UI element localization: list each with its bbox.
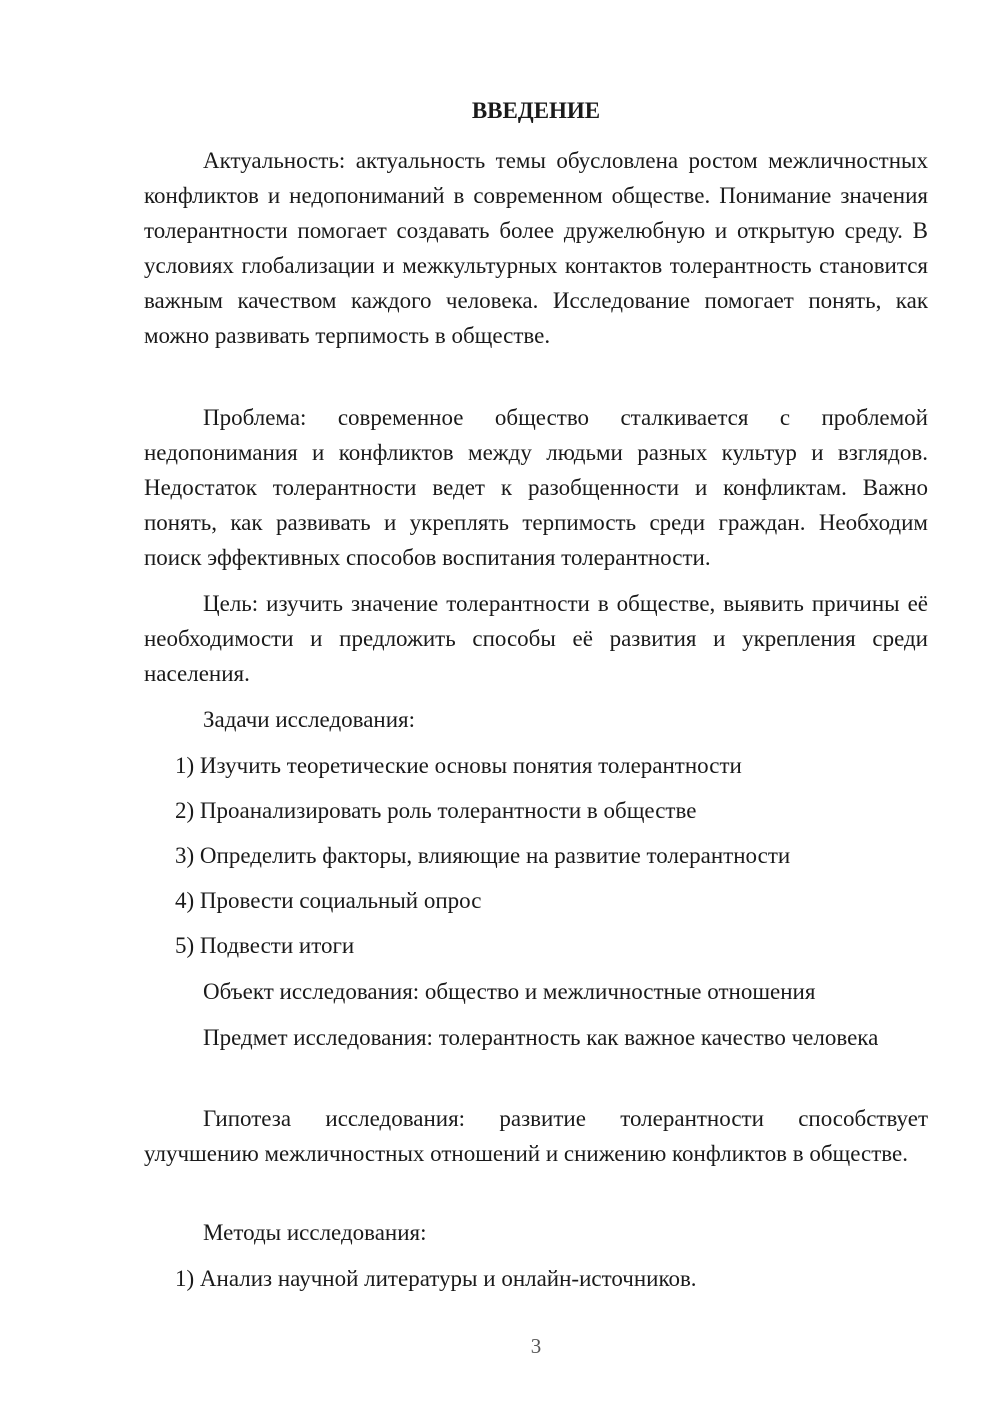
object-line: Объект исследования: общество и межличностные отношения <box>203 979 816 1004</box>
page-number: 3 <box>530 1334 542 1358</box>
section-title: ВВЕДЕНИЕ <box>471 98 601 123</box>
problem-block <box>144 400 928 575</box>
task-item-5: 5) Подвести итоги <box>175 933 355 958</box>
task-item-1: 1) Изучить теоретические основы понятия толерантности <box>175 753 742 778</box>
subject-paragraph: Предмет исследования: толерантность как важное качество человека <box>203 1025 879 1050</box>
subject-block <box>144 1020 928 1055</box>
relevance-paragraph: Актуальность: актуальность темы обусловлена ростом межличностных конфликтов и недопониманий в современном обществе. Понимание значения толерантности помогает создавать более дружелюбную и открытую среду. В условиях глобализации и межкультурных контактов толерантность становится важным качеством каждого человека. Исследование помогает понять, как можно развивать терпимость в обществе. <box>144 148 928 348</box>
problem-paragraph: Проблема: современное общество сталкивается с проблемой недопонимания и конфликтов между людьми разных культур и взглядов. Недостаток толерантности ведет к разобщенности и конфликтам. Важно понять, как развивать и укреплять терпимость среди граждан. Необходим поиск эффективных способов воспитания толерантности. <box>144 405 928 570</box>
task-item-2: 2) Проанализировать роль толерантности в обществе <box>175 798 697 823</box>
methods-heading: Методы исследования: <box>203 1220 427 1245</box>
relevance-block <box>144 143 928 353</box>
goal-paragraph: Цель: изучить значение толерантности в обществе, выявить причины её необходимости и предложить способы её развития и укрепления среди населения. <box>144 591 928 686</box>
method-item-1: 1) Анализ научной литературы и онлайн-источников. <box>175 1266 697 1291</box>
hypothesis-paragraph: Гипотеза исследования: развитие толерантности способствует улучшению межличностных отношений и снижению конфликтов в обществе. <box>144 1106 928 1166</box>
goal-block <box>144 586 928 691</box>
task-item-3: 3) Определить факторы, влияющие на развитие толерантности <box>175 843 791 868</box>
task-item-4: 4) Провести социальный опрос <box>175 888 482 913</box>
hypothesis-block <box>144 1101 928 1171</box>
tasks-heading: Задачи исследования: <box>203 707 416 732</box>
